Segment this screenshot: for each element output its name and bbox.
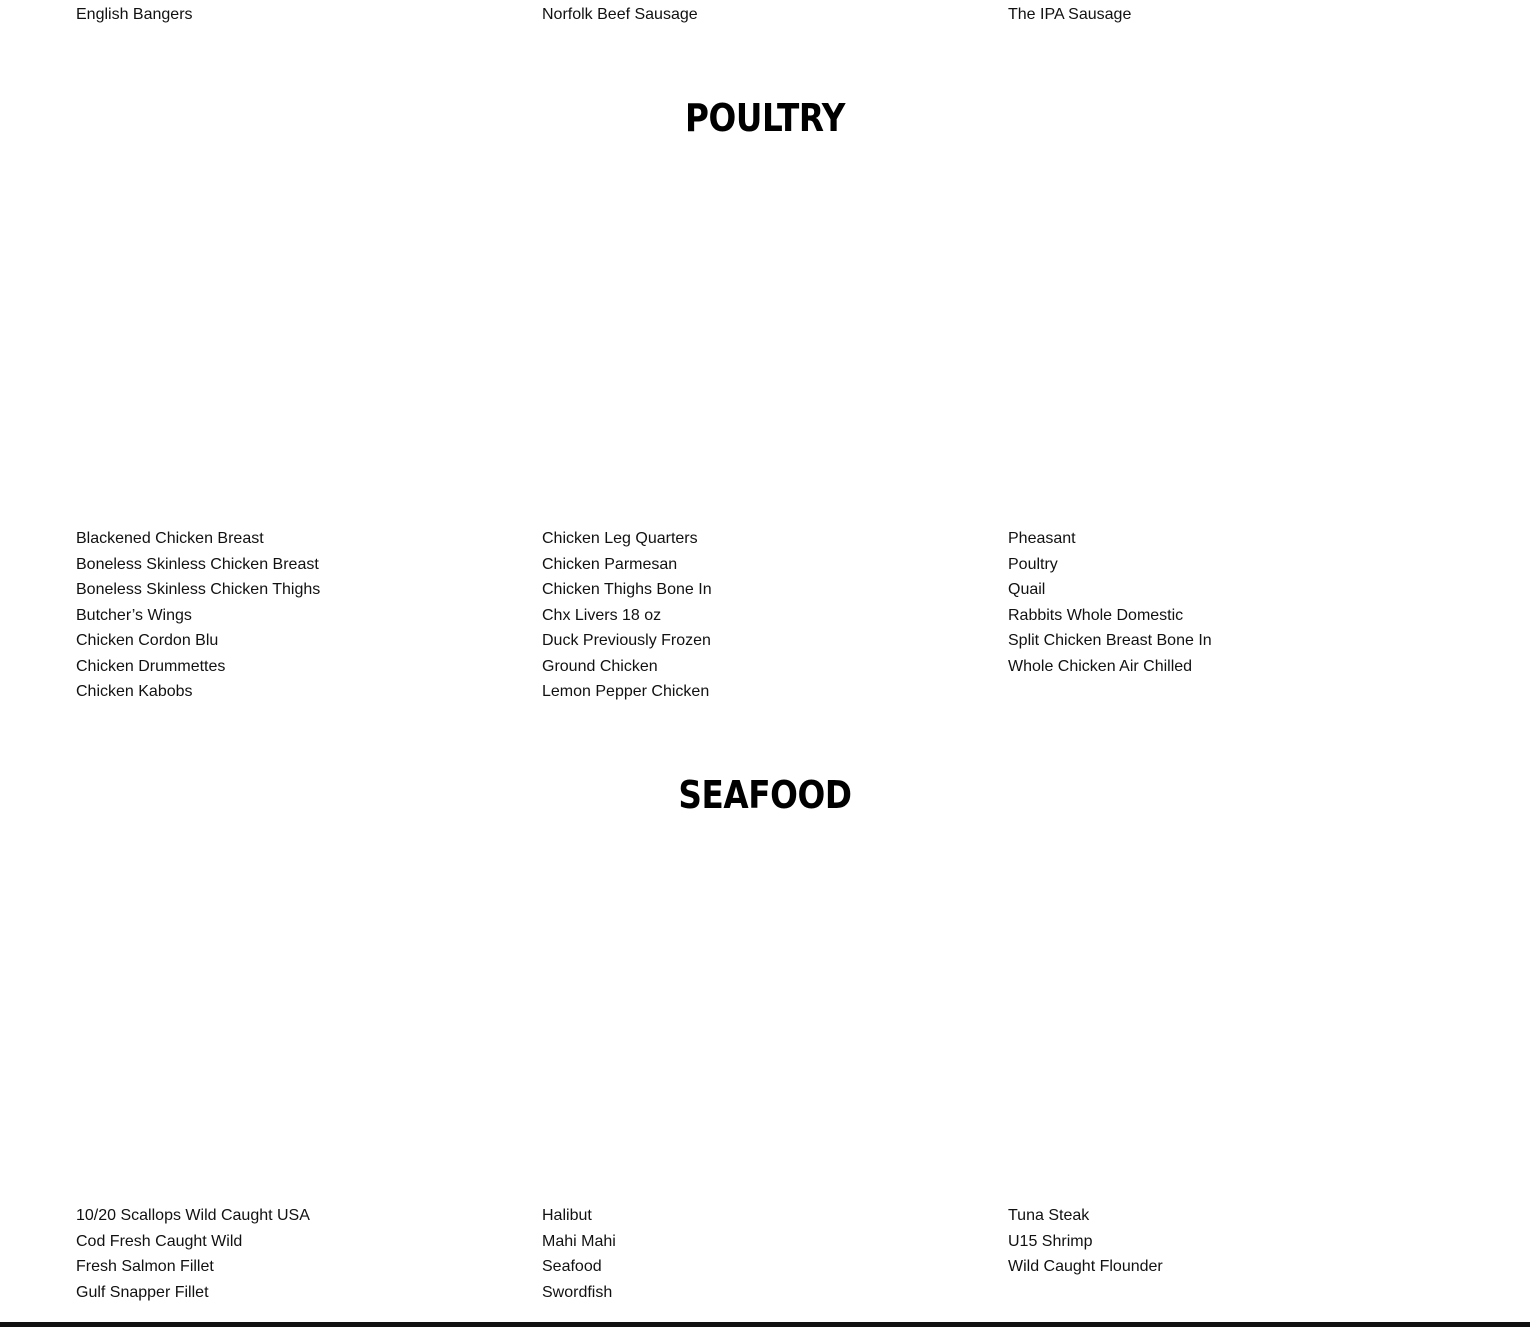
product-link[interactable]: Lemon Pepper Chicken [542,683,710,700]
product-column [76,526,542,705]
seafood-section-heading: SEAFOOD [678,773,852,817]
product-link[interactable]: Split Chicken Breast Bone In [1008,632,1212,649]
product-link[interactable]: U15 Shrimp [1008,1232,1093,1250]
product-link[interactable]: Chicken Thighs Bone In [542,581,712,598]
product-link[interactable]: Mahi Mahi [542,1232,616,1250]
product-link[interactable]: Boneless Skinless Chicken Breast [76,555,319,573]
product-link[interactable]: Cod Fresh Caught Wild [76,1232,243,1250]
product-link[interactable]: Norfolk Beef Sausage [542,6,698,23]
product-link[interactable]: Swordfish [542,1283,613,1301]
product-link[interactable]: Blackened Chicken Breast [76,530,264,547]
product-column [76,2,542,28]
product-link[interactable]: 10/20 Scallops Wild Caught USA [76,1207,310,1224]
seafood-product-columns [76,1203,1474,1305]
poultry-product-columns [76,526,1474,705]
previous-section-columns [76,2,1474,28]
product-link[interactable]: Whole Chicken Air Chilled [1008,657,1193,675]
product-link[interactable]: Chx Livers 18 oz [542,606,662,624]
poultry-section-heading: POULTRY [684,96,846,140]
product-link[interactable]: Wild Caught Flounder [1008,1258,1163,1275]
product-link[interactable]: Butcher’s Wings [76,606,192,624]
product-link[interactable]: Seafood [542,1258,602,1275]
product-link[interactable]: The IPA Sausage [1008,6,1132,23]
footer-divider [0,1322,1530,1327]
product-column [1008,1203,1474,1305]
product-link[interactable]: Chicken Drummettes [76,657,226,675]
product-link[interactable]: Poultry [1008,555,1058,573]
product-link[interactable]: Duck Previously Frozen [542,632,711,649]
product-link[interactable]: Ground Chicken [542,657,658,675]
product-link[interactable]: Boneless Skinless Chicken Thighs [76,581,321,598]
product-link[interactable]: Chicken Leg Quarters [542,530,698,547]
product-link[interactable]: Halibut [542,1207,592,1224]
product-link[interactable]: English Bangers [76,6,193,23]
product-link[interactable]: Tuna Steak [1008,1207,1090,1224]
product-link[interactable]: Quail [1008,581,1046,598]
product-link[interactable]: Chicken Cordon Blu [76,632,219,649]
product-link[interactable]: Chicken Kabobs [76,683,193,700]
product-link[interactable]: Chicken Parmesan [542,555,678,573]
product-column [542,526,1008,705]
product-link[interactable]: Rabbits Whole Domestic [1008,606,1184,624]
product-column [76,1203,542,1305]
product-column [542,1203,1008,1305]
product-column [1008,526,1474,705]
product-column [542,2,1008,28]
product-link[interactable]: Fresh Salmon Fillet [76,1258,214,1275]
product-link[interactable]: Gulf Snapper Fillet [76,1283,209,1301]
product-column [1008,2,1474,28]
product-link[interactable]: Pheasant [1008,530,1076,547]
